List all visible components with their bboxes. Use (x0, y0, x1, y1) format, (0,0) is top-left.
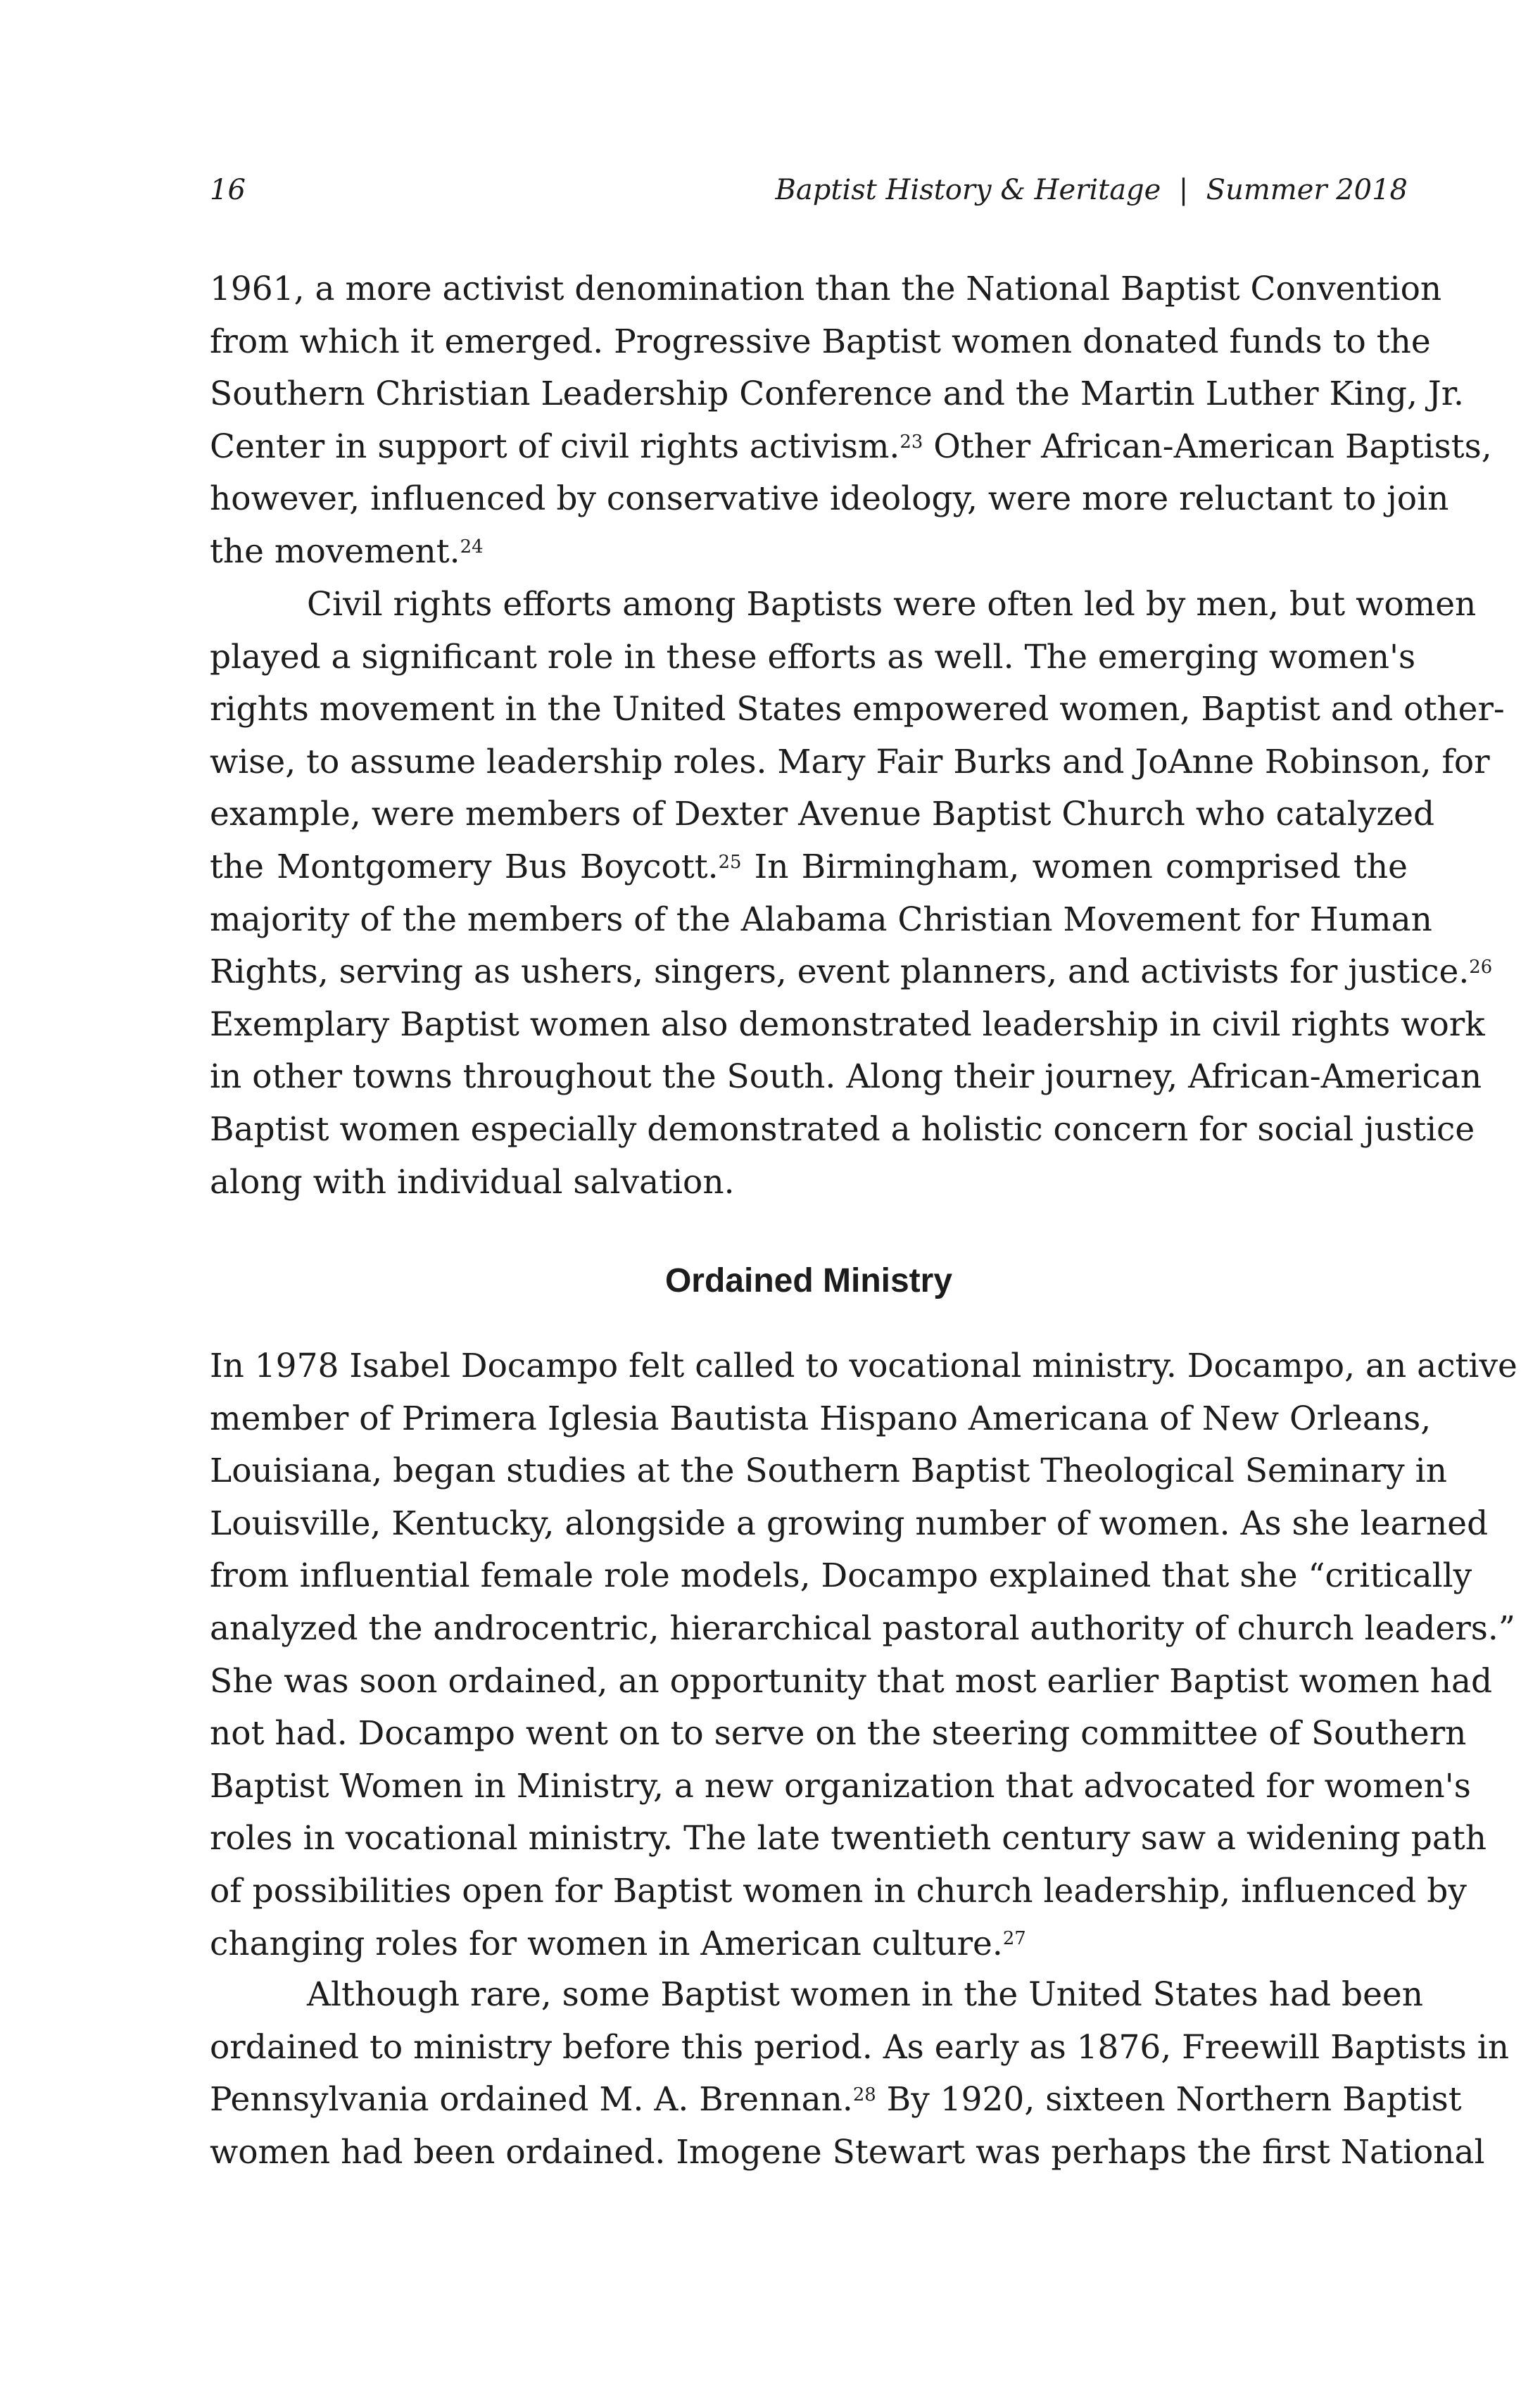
text-line: Louisville, Kentucky, alongside a growing number of women. As she learned (210, 1504, 1489, 1543)
text-line: Although rare, some Baptist women in the United States had been (307, 1975, 1423, 2014)
text-line: Exemplary Baptist women also demonstrated leadership in civil rights work (210, 1005, 1485, 1044)
footnote-ref-26: 26 (1469, 956, 1493, 978)
text-line: women had been ordained. Imogene Stewart was perhaps the first National (210, 2132, 1485, 2172)
text-line (210, 946, 1493, 999)
text-line: in other towns throughout the South. Along their journey, African-American (210, 1057, 1482, 1097)
text-fragment: By 1920, sixteen Northern Baptist (876, 2080, 1462, 2120)
text-line: from influential female role models, Docampo explained that she “critically (210, 1556, 1472, 1596)
text-line: Southern Christian Leadership Conference and the Martin Luther King, Jr. (210, 374, 1464, 414)
text-line: analyzed the androcentric, hierarchical pastoral authority of church leaders.” (210, 1608, 1515, 1648)
text-line: along with individual salvation. (210, 1162, 735, 1202)
text-line: however, influenced by conservative ideology, were more reluctant to join (210, 479, 1449, 519)
text-fragment: Rights, serving as ushers, singers, event planners, and activists for justice. (210, 952, 1470, 992)
issue-label: Summer 2018 (1206, 174, 1408, 206)
footnote-ref-24: 24 (460, 536, 484, 558)
text-line: majority of the members of the Alabama Christian Movement for Human (210, 900, 1432, 939)
text-fragment: Center in support of civil rights activism. (210, 427, 900, 466)
paragraph-3 (210, 1340, 1517, 1970)
text-line: from which it emerged. Progressive Baptist women donated funds to the (210, 322, 1431, 361)
text-line: Baptist Women in Ministry, a new organization that advocated for women's (210, 1766, 1471, 1806)
text-fragment: the Montgomery Bus Boycott. (210, 847, 719, 886)
text-line: of possibilities open for Baptist women in church leadership, influenced by (210, 1871, 1467, 1910)
text-fragment: Other African-American Baptists, (923, 427, 1492, 466)
text-fragment: the movement. (210, 531, 460, 571)
footnote-ref-28: 28 (852, 2084, 876, 2105)
text-line (210, 841, 1408, 894)
journal-title: Baptist History & Heritage (775, 174, 1161, 206)
page-number: 16 (210, 174, 246, 206)
text-line: Louisiana, began studies at the Southern Baptist Theological Seminary in (210, 1452, 1447, 1491)
text-fragment: changing roles for women in American culture. (210, 1924, 1003, 1963)
text-line: In 1978 Isabel Docampo felt called to vocational ministry. Docampo, an active (210, 1347, 1517, 1385)
text-line: Baptist women especially demonstrated a holistic concern for social justice (210, 1109, 1475, 1149)
footnote-ref-23: 23 (900, 431, 923, 453)
text-line: played a significant role in these efforts as well. The emerging women's (210, 637, 1416, 676)
text-line (210, 1918, 1408, 1971)
text-line: example, were members of Dexter Avenue Baptist Church who catalyzed (210, 795, 1435, 834)
text-line (210, 526, 1408, 579)
text-line: Civil rights efforts among Baptists were often led by men, but women (307, 585, 1477, 624)
paragraph-1 (210, 263, 1492, 579)
text-fragment: Pennsylvania ordained M. A. Brennan. (210, 2080, 853, 2120)
header-separator: | (1178, 174, 1189, 206)
text-line: roles in vocational ministry. The late twentieth century saw a widening path (210, 1819, 1487, 1858)
text-line: ordained to ministry before this period. As early as 1876, Freewill Baptists in (210, 2027, 1510, 2067)
footnote-ref-27: 27 (1002, 1928, 1026, 1950)
text-line (210, 421, 1492, 474)
footnote-ref-25: 25 (718, 851, 742, 873)
running-head-title (776, 162, 1408, 218)
text-line: member of Primera Iglesia Bautista Hispano Americana of New Orleans, (210, 1399, 1432, 1438)
text-line (210, 2074, 1462, 2127)
text-line: She was soon ordained, an opportunity that most earlier Baptist women had (210, 1661, 1493, 1701)
paragraph-4 (210, 1969, 1510, 2179)
text-line: rights movement in the United States empowered women, Baptist and other- (210, 690, 1505, 729)
text-fragment: In Birmingham, women comprised the (741, 847, 1408, 886)
text-line: not had. Docampo went on to serve on the steering committee of Southern (210, 1714, 1467, 1753)
text-line: wise, to assume leadership roles. Mary Fair Burks and JoAnne Robinson, for (210, 742, 1490, 781)
running-header (210, 162, 1408, 218)
text-line: 1961, a more activist denomination than the National Baptist Convention (210, 270, 1442, 308)
paragraph-2 (210, 579, 1505, 1209)
section-heading: Ordained Ministry (664, 1262, 953, 1299)
